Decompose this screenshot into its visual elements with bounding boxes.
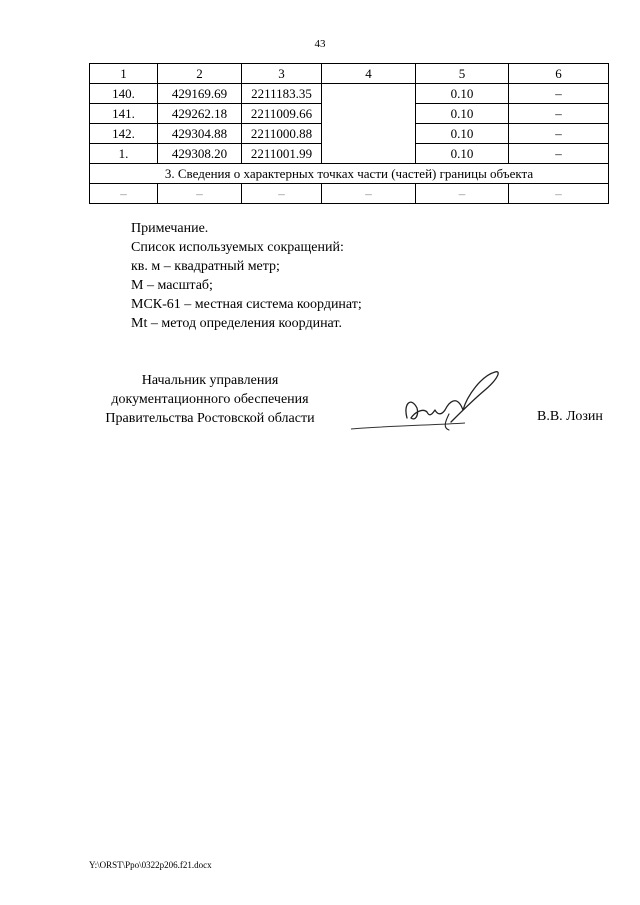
empty-cell: – [158,184,242,204]
empty-data-row [90,184,609,204]
section-title-row [90,164,609,184]
y-coordinate-cell: 2211009.66 [242,104,322,124]
empty-cell: – [90,184,158,204]
header-cell: 5 [416,64,509,84]
table-row [90,84,609,104]
signer-position [80,371,340,428]
x-coordinate-cell: 429169.69 [158,84,242,104]
note-line: Список используемых сокращений: [131,240,344,255]
signer-name: В.В. Лозин [537,409,603,424]
point-number-cell: 140. [90,84,158,104]
accuracy-cell: 0.10 [416,124,509,144]
empty-cell: – [509,184,609,204]
point-number-cell: 142. [90,124,158,144]
position-line: документационного обеспечения [111,392,309,407]
note-block [131,219,362,333]
position-line: Правительства Ростовской области [105,411,315,426]
empty-cell: – [416,184,509,204]
x-coordinate-cell: 429262.18 [158,104,242,124]
accuracy-cell: 0.10 [416,84,509,104]
empty-cell: – [242,184,322,204]
note-line: МСК-61 – местная система координат; [131,297,362,312]
section-title-cell: 3. Сведения о характерных точках части (частей) границы объекта [90,164,609,184]
handwritten-signature [345,366,505,436]
table-header-row [90,64,609,84]
empty-cell: – [322,184,416,204]
point-number-cell: 1. [90,144,158,164]
header-cell: 1 [90,64,158,84]
description-cell: – [509,144,609,164]
y-coordinate-cell: 2211183.35 [242,84,322,104]
point-number-cell: 141. [90,104,158,124]
coordinates-table [89,63,609,204]
position-line: Начальник управления [141,373,279,388]
header-cell: 6 [509,64,609,84]
file-path-footer: Y:\ORST\Ppo\0322p206.f21.docx [89,860,212,870]
header-cell: 2 [158,64,242,84]
note-line: Mt – метод определения координат. [131,316,342,331]
y-coordinate-cell: 2211001.99 [242,144,322,164]
accuracy-cell: 0.10 [416,104,509,124]
note-line: М – масштаб; [131,278,213,293]
x-coordinate-cell: 429304.88 [158,124,242,144]
y-coordinate-cell: 2211000.88 [242,124,322,144]
description-cell: – [509,104,609,124]
header-cell: 4 [322,64,416,84]
accuracy-cell: 0.10 [416,144,509,164]
note-title: Примечание. [131,221,209,236]
x-coordinate-cell: 429308.20 [158,144,242,164]
header-cell: 3 [242,64,322,84]
method-merged-cell [322,84,416,164]
note-line: кв. м – квадратный метр; [131,259,280,274]
description-cell: – [509,124,609,144]
description-cell: – [509,84,609,104]
page-number: 43 [314,38,326,50]
